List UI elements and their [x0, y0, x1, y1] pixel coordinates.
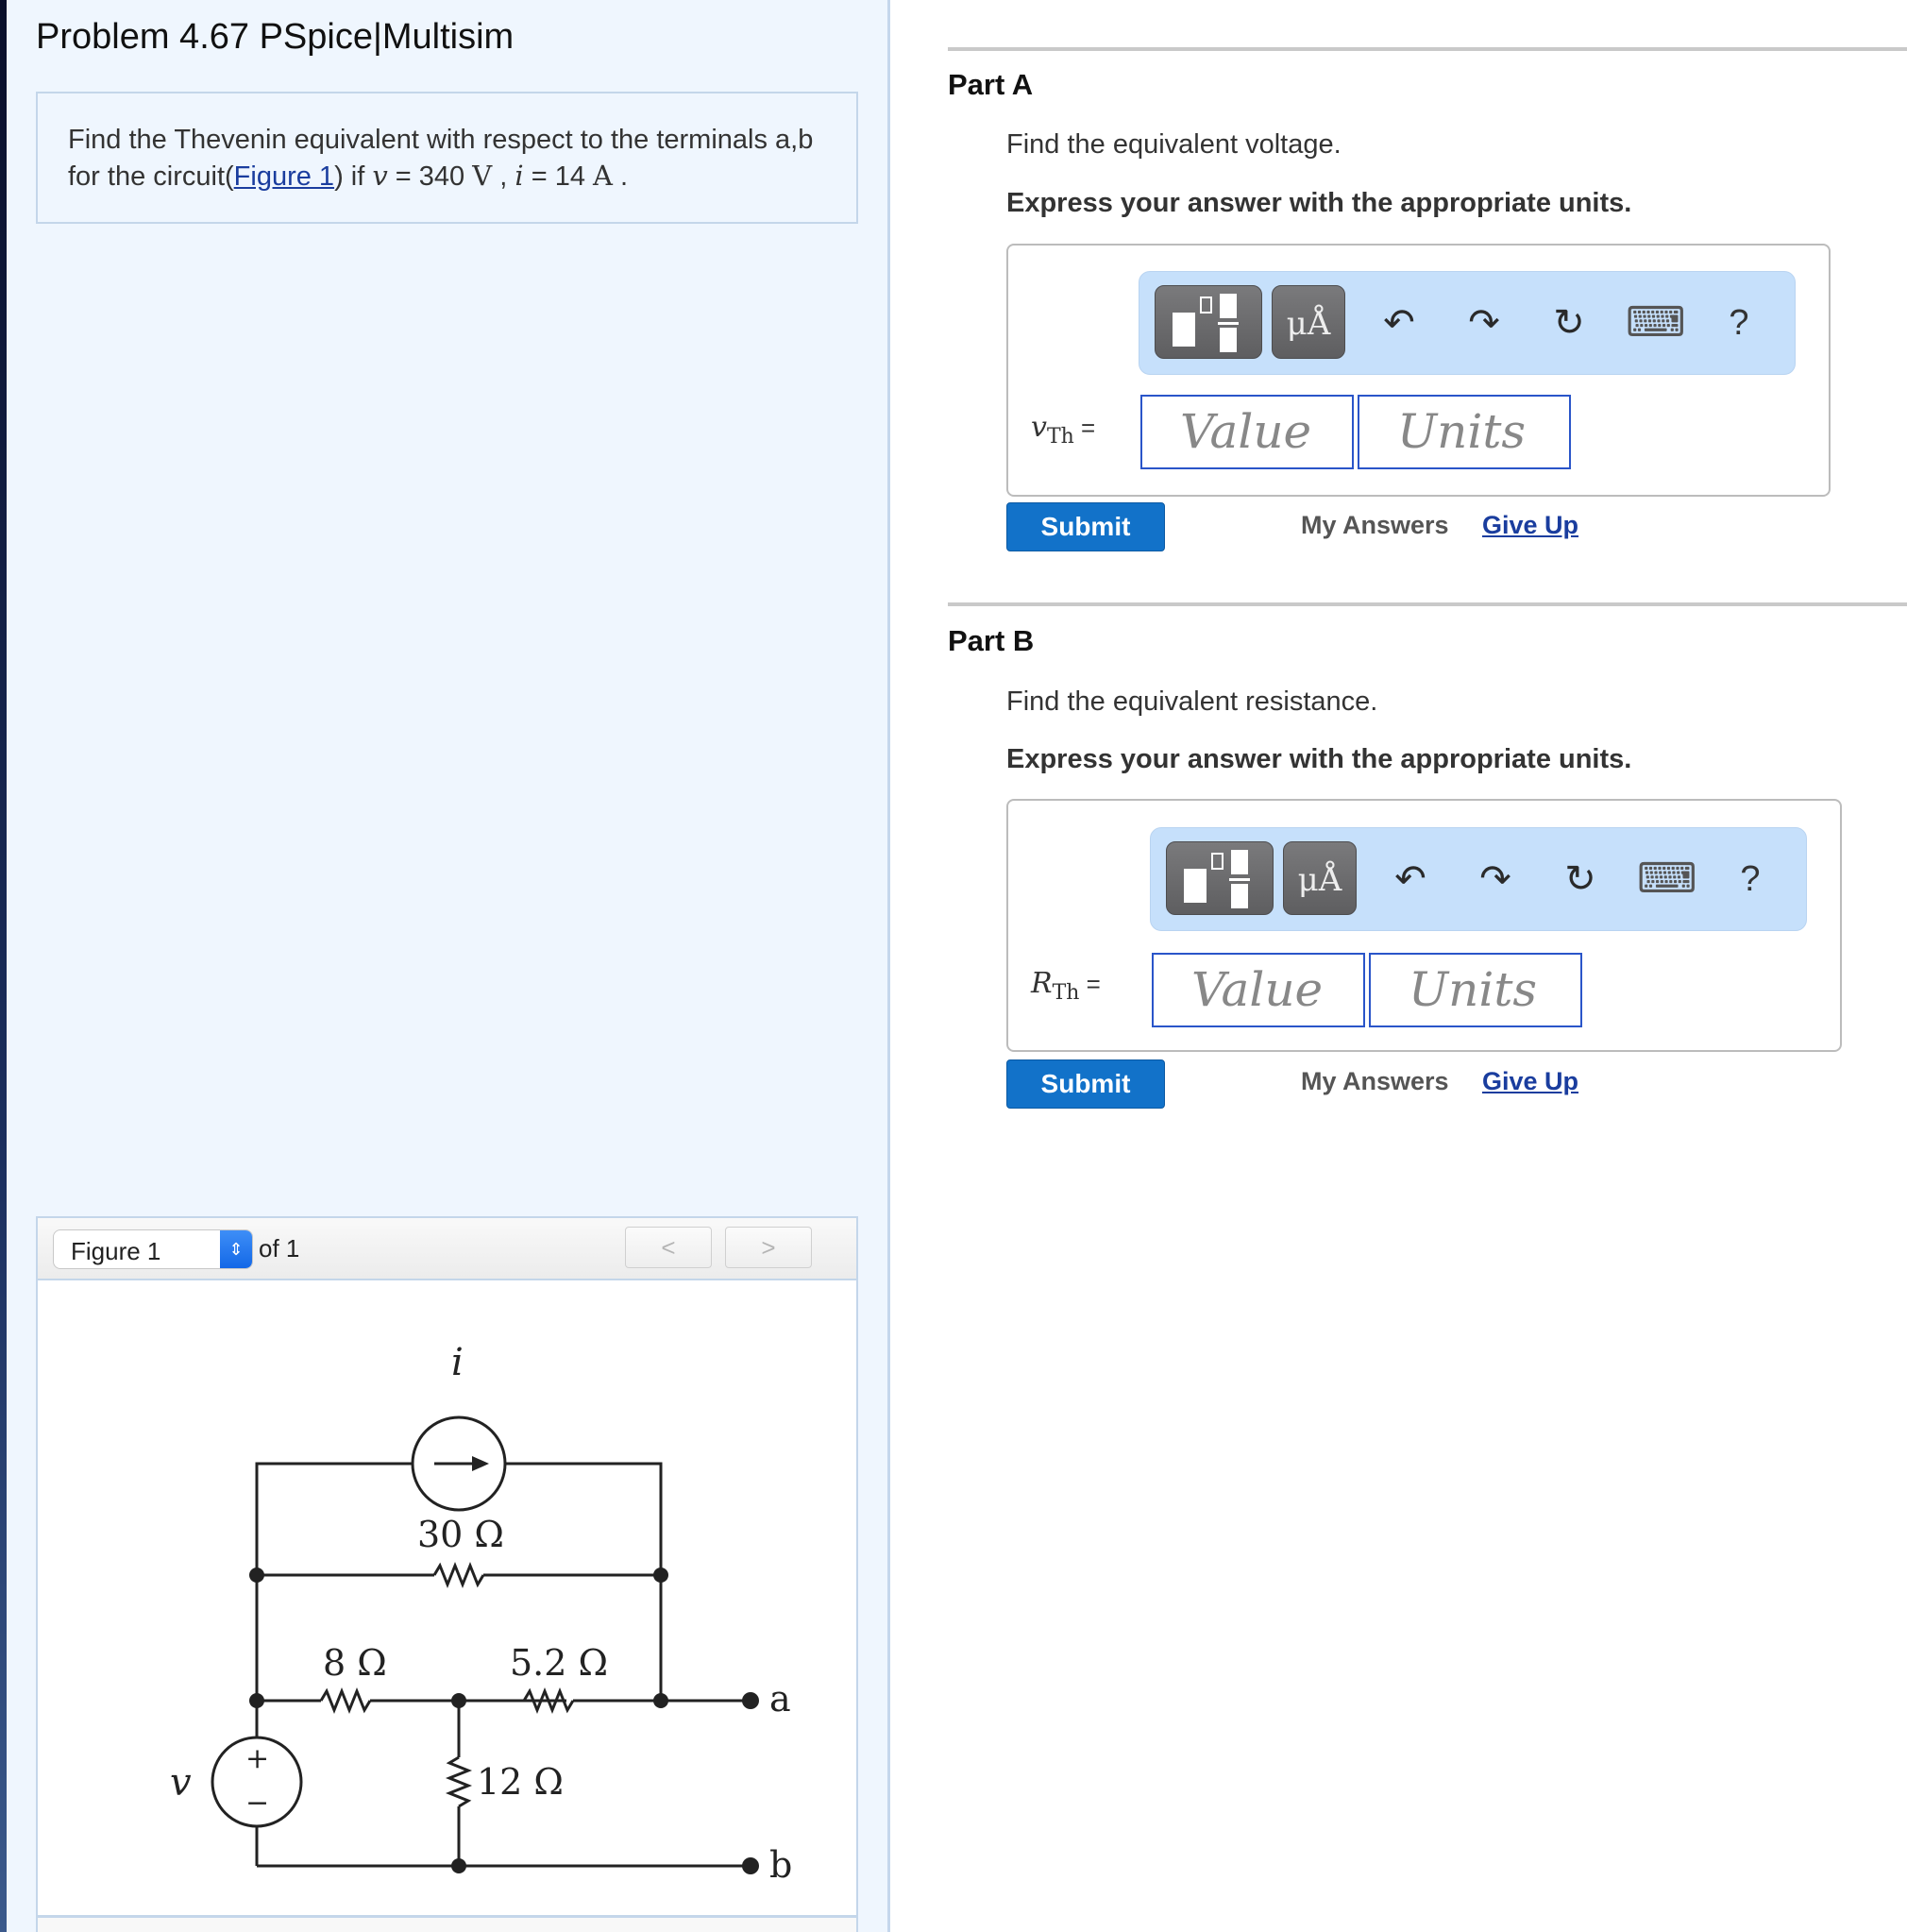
- part-a-answer-box: [1006, 244, 1831, 497]
- variable-subscript: Th: [1052, 981, 1080, 1005]
- equals-sign: =: [1079, 970, 1101, 998]
- part-a-my-answers[interactable]: My Answers: [1301, 511, 1449, 539]
- templates-button[interactable]: [1155, 285, 1262, 359]
- part-a-value-input[interactable]: Value: [1140, 395, 1354, 469]
- templates-button[interactable]: [1166, 841, 1274, 915]
- keyboard-icon[interactable]: ⌨: [1626, 299, 1686, 346]
- variable-subscript: Th: [1046, 425, 1074, 449]
- statement-text: Find the Thevenin equivalent with respect to the terminals a,b for the circuit(: [68, 125, 814, 192]
- desktop-edge: [0, 0, 7, 1932]
- prev-figure-button[interactable]: <: [625, 1227, 712, 1268]
- terminal-a: a: [769, 1678, 791, 1720]
- statement-end: .: [612, 161, 629, 192]
- redo-icon[interactable]: ↷: [1479, 858, 1511, 900]
- units-button[interactable]: μÅ: [1272, 285, 1345, 359]
- part-a-submit-button[interactable]: Submit: [1006, 502, 1165, 551]
- templates-icon: [1167, 842, 1274, 916]
- i-symbol: i: [515, 160, 524, 192]
- part-a-give-up[interactable]: Give Up: [1482, 511, 1579, 539]
- v-symbol: v: [372, 160, 388, 192]
- figure-select-value: Figure 1: [71, 1237, 161, 1265]
- r-top-label: 30 Ω: [417, 1514, 504, 1555]
- redo-icon[interactable]: ↷: [1468, 302, 1500, 344]
- part-a-prompt: Find the equivalent voltage.: [1006, 129, 1342, 160]
- part-b-answer-box: [1006, 799, 1842, 1052]
- help-icon[interactable]: ?: [1729, 303, 1749, 343]
- part-b-variable: [1031, 967, 1101, 1005]
- keyboard-icon[interactable]: ⌨: [1637, 856, 1697, 902]
- current-source-label: i: [451, 1341, 464, 1384]
- part-a-divider: [948, 47, 1907, 51]
- part-a-instruction: Express your answer with the appropriate units.: [1006, 188, 1632, 218]
- figure-count: of 1: [259, 1234, 300, 1263]
- part-b-divider: [948, 602, 1907, 606]
- undo-icon[interactable]: ↶: [1394, 858, 1426, 900]
- voltage-source-label: v: [170, 1761, 192, 1805]
- variable-symbol: R: [1031, 967, 1053, 1000]
- part-b-title: Part B: [948, 624, 1035, 657]
- part-a-title: Part A: [948, 68, 1034, 101]
- terminal-b: b: [769, 1844, 793, 1886]
- figure-footer: [38, 1915, 856, 1932]
- reset-icon[interactable]: ↻: [1553, 302, 1585, 344]
- figure-header: [38, 1218, 856, 1280]
- problem-title: Problem 4.67 PSpice|Multisim: [36, 17, 515, 57]
- part-a-units-input[interactable]: Units: [1358, 395, 1571, 469]
- part-a-variable: [1031, 411, 1095, 449]
- problem-statement: [36, 92, 858, 224]
- variable-symbol: v: [1031, 411, 1047, 444]
- select-updown-icon[interactable]: ⇕: [220, 1230, 252, 1269]
- units-button[interactable]: μÅ: [1283, 841, 1357, 915]
- r-right-label: 5.2 Ω: [510, 1642, 609, 1684]
- templates-icon: [1156, 286, 1263, 360]
- i-unit: A: [593, 160, 613, 192]
- separator: ,: [492, 161, 515, 192]
- part-a-toolbar: [1139, 271, 1796, 375]
- part-b-instruction: Express your answer with the appropriate units.: [1006, 744, 1632, 774]
- part-b-value-input[interactable]: Value: [1152, 953, 1365, 1027]
- panel-divider[interactable]: [887, 0, 890, 1932]
- statement-text-2: ) if: [334, 161, 373, 192]
- part-b-submit-button[interactable]: Submit: [1006, 1059, 1165, 1109]
- figure-panel: [36, 1216, 858, 1932]
- part-b-my-answers[interactable]: My Answers: [1301, 1067, 1449, 1095]
- part-b-give-up[interactable]: Give Up: [1482, 1067, 1579, 1095]
- equals-sign: =: [1073, 414, 1096, 442]
- part-b-toolbar: [1150, 827, 1807, 931]
- v-unit: V: [472, 160, 493, 192]
- help-icon[interactable]: ?: [1740, 859, 1761, 899]
- plus-sign: +: [245, 1742, 270, 1775]
- reset-icon[interactable]: ↻: [1564, 858, 1596, 900]
- v-value: = 340: [387, 161, 473, 192]
- i-value: = 14: [523, 161, 594, 192]
- part-b-prompt: Find the equivalent resistance.: [1006, 686, 1378, 717]
- r-left-label: 8 Ω: [323, 1642, 387, 1684]
- minus-sign: −: [245, 1787, 270, 1820]
- next-figure-button[interactable]: >: [725, 1227, 812, 1268]
- circuit-diagram: [38, 1280, 856, 1915]
- part-b-units-input[interactable]: Units: [1369, 953, 1582, 1027]
- r-vertical-label: 12 Ω: [477, 1761, 564, 1803]
- figure-link[interactable]: Figure 1: [233, 161, 335, 192]
- undo-icon[interactable]: ↶: [1383, 302, 1415, 344]
- figure-select[interactable]: [53, 1229, 253, 1269]
